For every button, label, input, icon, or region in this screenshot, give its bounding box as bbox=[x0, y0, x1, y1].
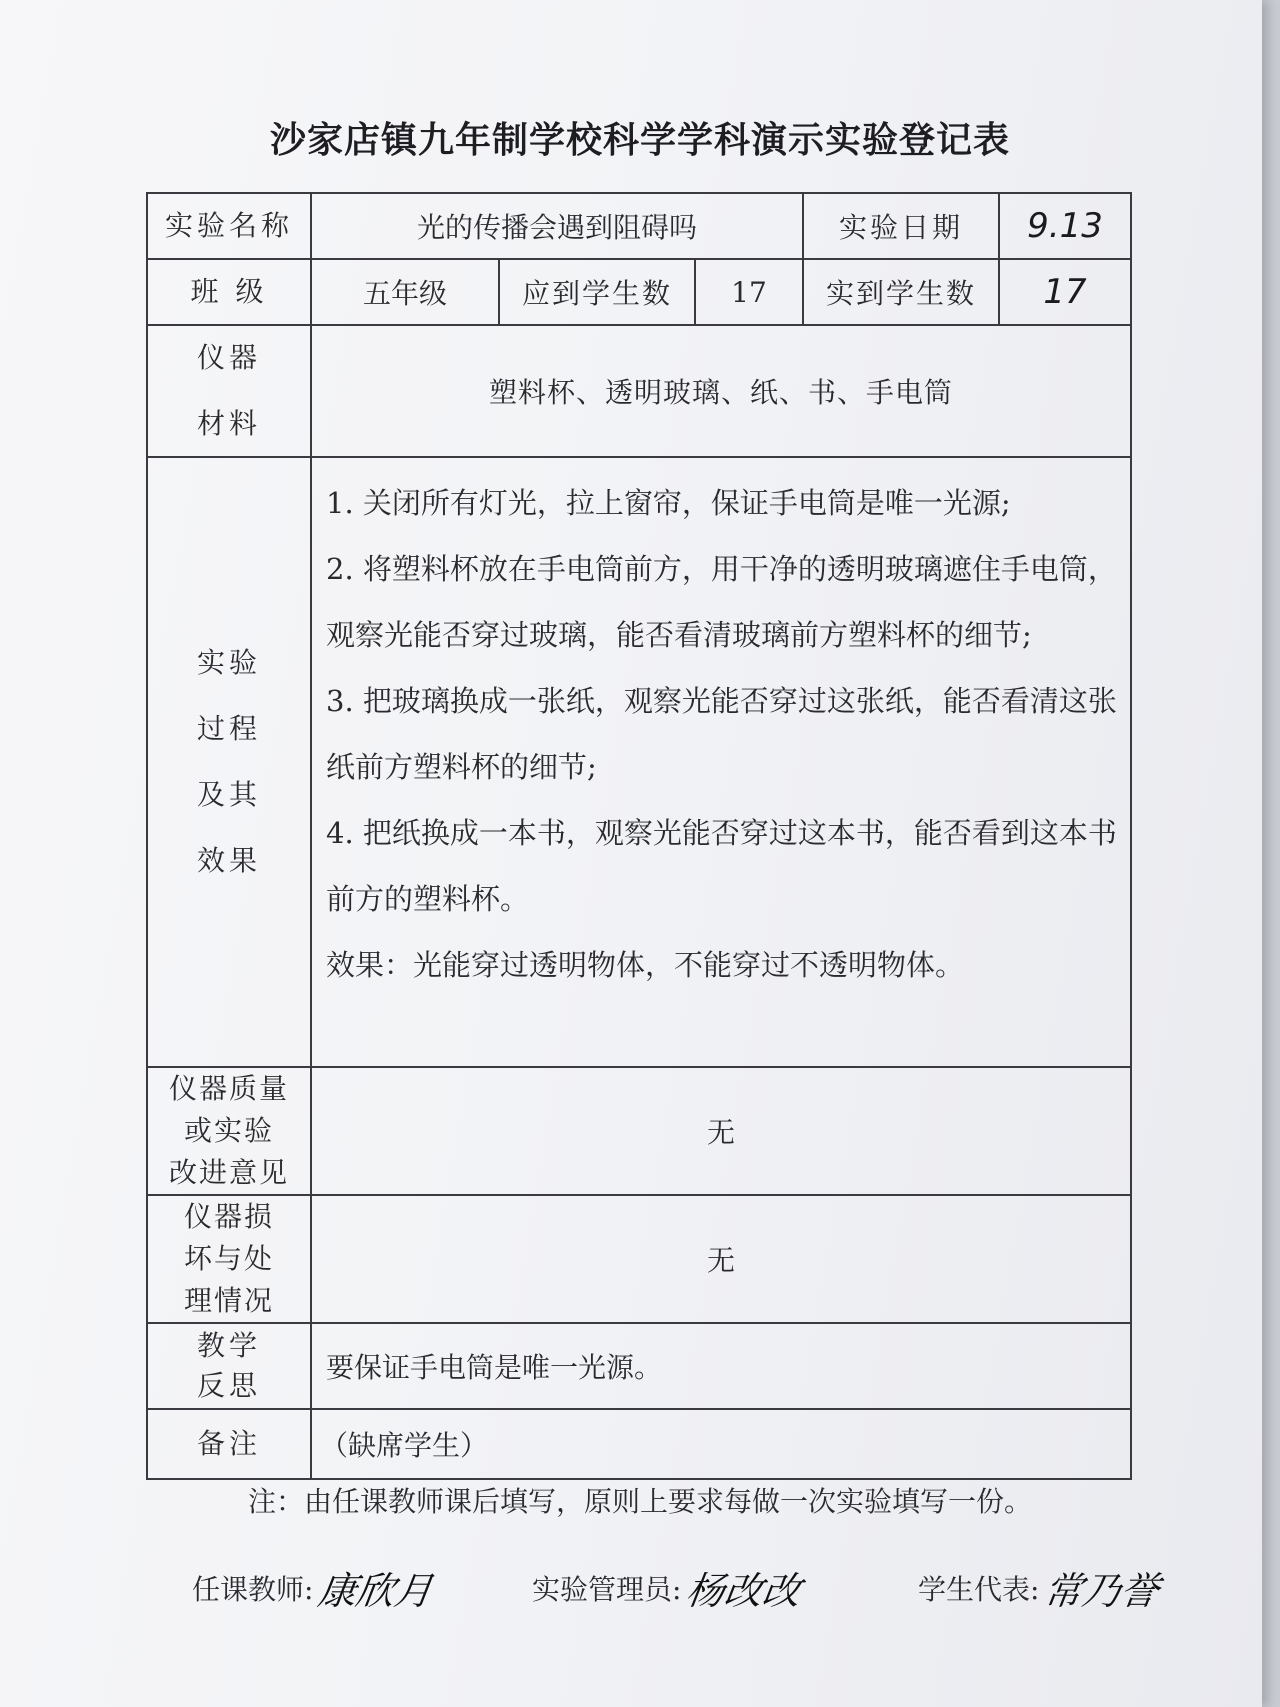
admin-label: 实验管理员: bbox=[532, 1572, 682, 1606]
reflection-value: 要保证手电筒是唯一光源。 bbox=[326, 1351, 663, 1384]
teacher-label: 任课教师: bbox=[192, 1572, 314, 1606]
process-step-4: 4. 把纸换成一本书，观察光能否穿过这本书，能否看到这本书前方的塑料杯。 bbox=[326, 816, 1117, 916]
row-reflection bbox=[148, 1324, 1130, 1410]
remark-label: 备注 bbox=[148, 1410, 312, 1478]
student-label: 学生代表: bbox=[918, 1572, 1040, 1606]
expected-students-label: 应到学生数 bbox=[500, 260, 696, 324]
class-value: 五年级 bbox=[312, 260, 500, 324]
row-name-date bbox=[148, 194, 1130, 260]
row-remark bbox=[148, 1410, 1130, 1478]
row-class-count bbox=[148, 260, 1130, 326]
footer-note: 注：由任课教师课后填写，原则上要求每做一次实验填写一份。 bbox=[247, 1485, 1032, 1518]
teacher-name: 康欣月 bbox=[315, 1569, 437, 1613]
row-process bbox=[148, 458, 1130, 1068]
row-quality bbox=[148, 1068, 1130, 1196]
actual-students-value: 17 bbox=[1043, 272, 1087, 312]
row-materials bbox=[148, 326, 1130, 458]
student-signature bbox=[918, 1560, 1163, 1615]
process-steps bbox=[312, 458, 1130, 1066]
process-step-1: 1. 关闭所有灯光，拉上窗帘，保证手电筒是唯一光源; bbox=[326, 486, 1011, 520]
process-effect: 效果：光能穿过透明物体，不能穿过不透明物体。 bbox=[326, 948, 965, 982]
damage-value: 无 bbox=[706, 1244, 735, 1277]
reflection-label: 教学 反思 bbox=[148, 1324, 312, 1408]
quality-label: 仪器质量 或实验 改进意见 bbox=[148, 1068, 312, 1194]
row-damage bbox=[148, 1196, 1130, 1324]
admin-signature bbox=[532, 1560, 805, 1615]
experiment-date-value: 9.13 bbox=[1027, 206, 1103, 246]
actual-students-label: 实到学生数 bbox=[804, 260, 1000, 324]
teacher-signature bbox=[192, 1560, 437, 1615]
student-name: 常乃誉 bbox=[1041, 1569, 1163, 1613]
experiment-name-value: 光的传播会遇到阻碍吗 bbox=[312, 194, 804, 258]
materials-value: 塑料杯、透明玻璃、纸、书、手电筒 bbox=[488, 376, 953, 409]
admin-name: 杨改改 bbox=[683, 1569, 805, 1613]
registration-form bbox=[146, 192, 1132, 1480]
process-step-2: 2. 将塑料杯放在手电筒前方，用干净的透明玻璃遮住手电筒，观察光能否穿过玻璃，能否看清玻璃前方塑料杯的细节; bbox=[326, 552, 1117, 652]
class-label: 班 级 bbox=[148, 260, 312, 324]
expected-students-value: 17 bbox=[696, 260, 804, 324]
remark-value: （缺席学生） bbox=[320, 1429, 489, 1462]
page-title: 沙家店镇九年制学校科学学科演示实验登记表 bbox=[269, 120, 1010, 161]
damage-label: 仪器损 坏与处 理情况 bbox=[148, 1196, 312, 1322]
quality-value: 无 bbox=[706, 1116, 735, 1149]
experiment-date-label: 实验日期 bbox=[804, 194, 1000, 258]
materials-label: 仪器 材料 bbox=[148, 326, 312, 456]
process-step-3: 3. 把玻璃换成一张纸，观察光能否穿过这张纸，能否看清这张纸前方塑料杯的细节; bbox=[326, 684, 1117, 784]
process-label: 实验 过程 及其 效果 bbox=[148, 458, 312, 1066]
experiment-name-label: 实验名称 bbox=[148, 194, 312, 258]
